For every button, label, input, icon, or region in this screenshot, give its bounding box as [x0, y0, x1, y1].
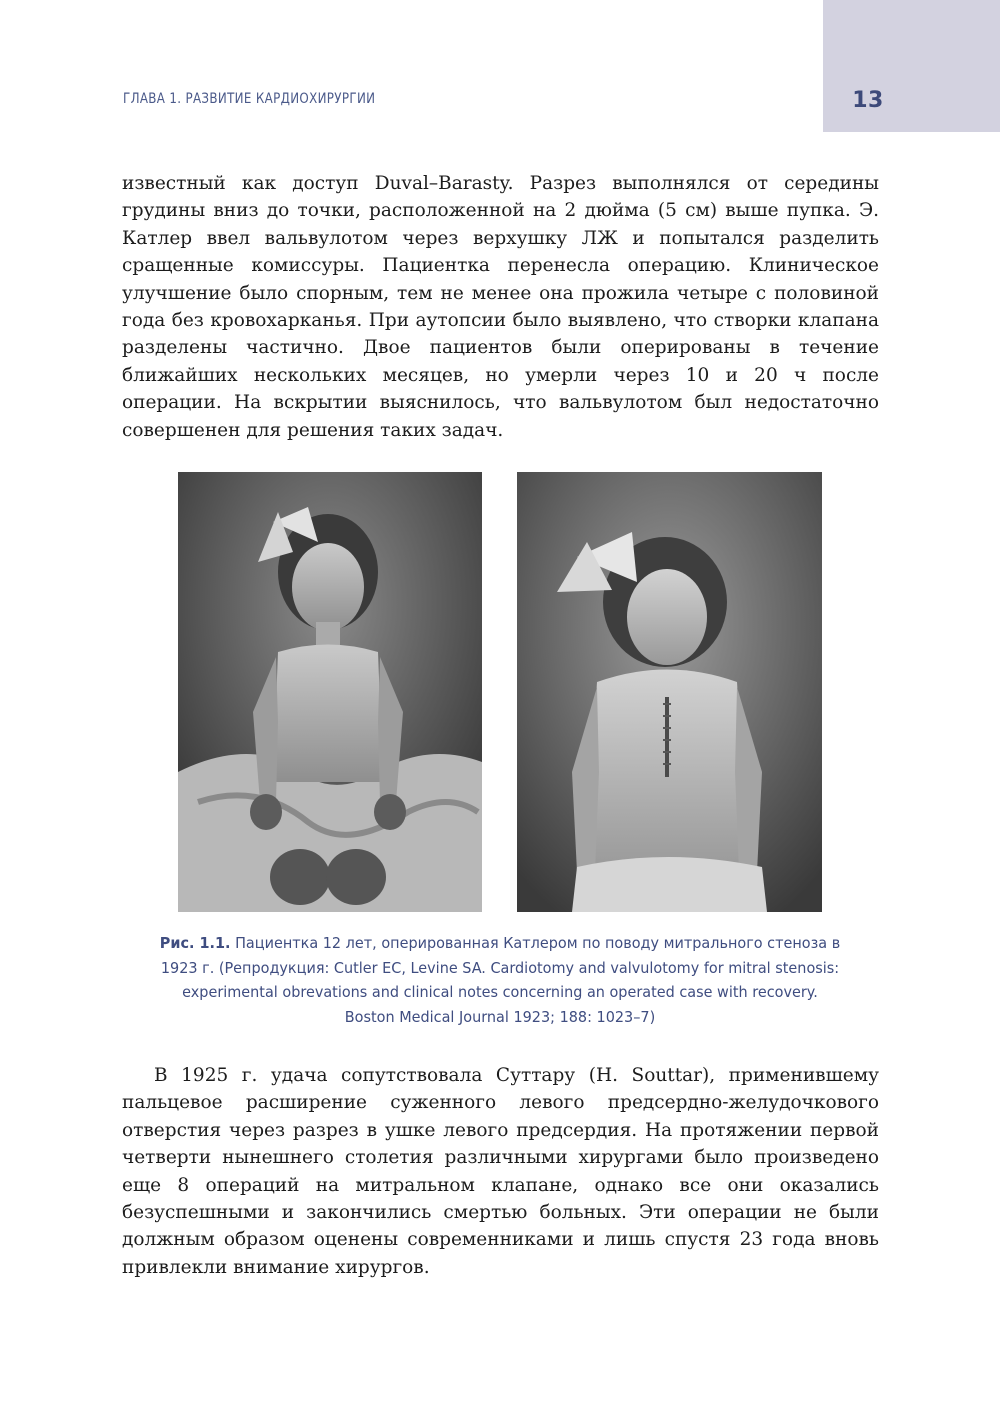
figure-caption: [156, 931, 844, 1029]
page-number: 13: [852, 88, 884, 113]
paragraph-top: известный как доступ Duval–Barasty. Разрез выполнялся от середины грудины вниз до точки, расположенной на 2 дюйма (5 см) выше пупка. Э. Катлер ввел вальвулотом через верхушку ЛЖ и попытался разделить сращенные комиссуры. Пациентка перенесла операцию. Клиническое улучшение было спорным, тем не менее она прожила четыре с половиной года без кровохарканья. При аутопсии было выявлено, что створки клапана разделены частично. Двое пациентов были оперированы в течение ближайших нескольких месяцев, но умерли через 10 и 20 ч после операции. На вскрытии выяснилось, что вальвулотом был недостаточно совершенен для решения таких задач.: [122, 173, 879, 441]
figure-caption-label: Рис. 1.1.: [159, 934, 231, 952]
figure-photo-after-surgery: [517, 472, 822, 912]
running-head: ГЛАВА 1. РАЗВИТИЕ КАРДИОХИРУРГИИ: [123, 91, 376, 107]
figure-photo-before-surgery: [178, 472, 482, 912]
paragraph-bottom: В 1925 г. удача сопутствовала Суттару (H. Souttar), применившему пальцевое расширение суженного левого предсердно-желудочкового отверстия через разрез в ушке левого предсердия. На протяжении первой четверти нынешнего столетия различными хирургами было произведено еще 8 операций на митральном клапане, однако все они оказались безуспешными и закончились смертью больных. Эти операции не были должным образом оценены современниками и лишь спустя 23 года вновь привлекли внимание хирургов.: [122, 1065, 879, 1278]
figure-caption-text: Пациентка 12 лет, оперированная Катлером по поводу митрального стеноза в 1923 г. (Репродукция: Cutler EC, Levine SA. Cardiotomy and valvulotomy for mitral stenosis: experimental obrevations and clinical notes concerning an operated case with recovery. Boston Medical Journal 1923; 188: 1023–7): [160, 934, 841, 1026]
